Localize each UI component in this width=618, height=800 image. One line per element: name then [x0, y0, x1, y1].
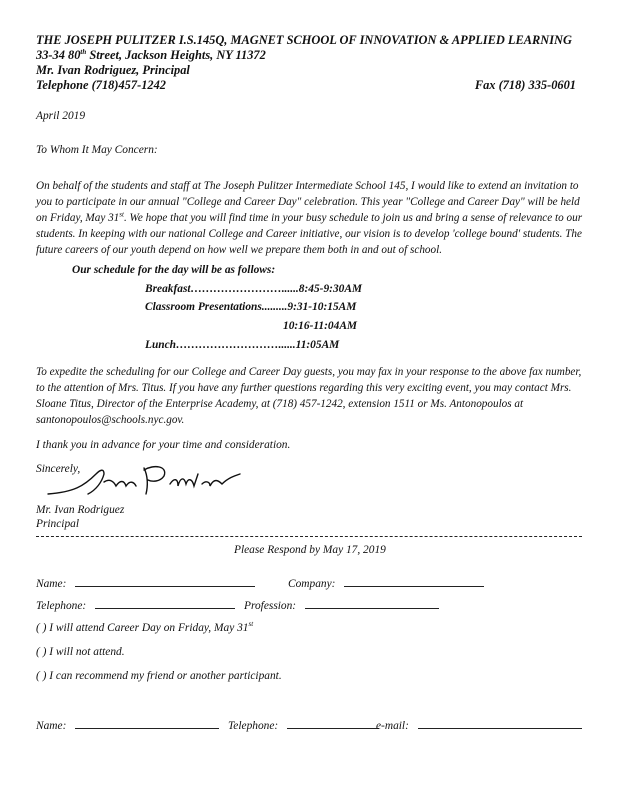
fax-line: Fax (718) 335-0601: [474, 78, 576, 92]
telephone-input-line[interactable]: [95, 597, 235, 609]
intro-paragraph: On behalf of the students and staff at The Joseph Pulitzer Intermediate School 145, I would like to extend an invitation to you to participate in our annual "College and Career Day" celebration. This year "College and Career Day" will be held on Friday, May 31st. We hope that you will find time in your busy schedule to join us and bring a sense of relevance to our students. In keeping with our national College and Career initiative, our vision is to develop 'college bound' students. The future careers of our youth depend on how well we prepare them both in and out of school.: [36, 180, 583, 256]
contact-paragraph: To expedite the scheduling for our College and Career Day guests, you may fax in your response to the above fax number, to the attention of Mrs. Titus. If you have any further questions regarding this very exciting event, you may contact Mrs. Sloane Titus, Director of the Enterprise Academy, at (718) 457-1242, extension 1511 or Ms. Antonopoulos at santonopoulos@schools.nyc.gov.: [36, 366, 582, 426]
name-field-row: [36, 575, 255, 592]
schedule-row: Lunch………………………......11:05AM: [145, 339, 340, 351]
signer-name: Mr. Ivan Rodriguez: [36, 504, 125, 516]
schedule-row: 10:16-11:04AM: [283, 320, 358, 332]
closing: Sincerely,: [36, 463, 81, 475]
email-input-line[interactable]: [418, 717, 582, 729]
telephone-line: Telephone (718)457-1242: [36, 78, 166, 92]
bottom-telephone-label: Telephone:: [228, 720, 279, 732]
school-address: 33-34 80th Street, Jackson Heights, NY 11372: [36, 47, 266, 62]
name-input-line[interactable]: [75, 575, 255, 587]
company-field-row: [288, 575, 484, 592]
respond-by: Please Respond by May 17, 2019: [234, 544, 386, 556]
thanks-line: I thank you in advance for your time and consideration.: [36, 439, 291, 451]
profession-input-line[interactable]: [305, 597, 439, 609]
signature-image: [44, 456, 254, 500]
attend-option[interactable]: ( ) I will attend Career Day on Friday, May 31st: [36, 620, 254, 634]
salutation: To Whom It May Concern:: [36, 144, 158, 156]
schedule-row: Breakfast……………………......8:45-9:30AM: [145, 283, 363, 295]
schedule-heading: Our schedule for the day will be as follows:: [72, 264, 276, 276]
principal-line: Mr. Ivan Rodriguez, Principal: [36, 63, 190, 77]
profession-label: Profession:: [244, 600, 297, 612]
schedule-row: Classroom Presentations.........9:31-10:15AM: [145, 301, 357, 313]
bottom-name-input-line[interactable]: [75, 717, 219, 729]
email-label: e-mail:: [376, 720, 409, 732]
bottom-name-label: Name:: [36, 720, 67, 732]
school-name: THE JOSEPH PULITZER I.S.145Q, MAGNET SCHOOL OF INNOVATION & APPLIED LEARNING: [36, 33, 572, 47]
bottom-telephone-input-line[interactable]: [287, 717, 379, 729]
bottom-name-row: [36, 717, 219, 734]
letter-date: April 2019: [36, 110, 86, 122]
bottom-telephone-row: [228, 717, 379, 734]
telephone-field-row: [36, 597, 235, 614]
telephone-label: Telephone:: [36, 600, 87, 612]
not-attend-option[interactable]: ( ) I will not attend.: [36, 646, 125, 658]
email-row: [376, 717, 582, 734]
signer-title: Principal: [36, 518, 80, 530]
cut-line-divider: [36, 536, 582, 537]
profession-field-row: [244, 597, 439, 614]
company-label: Company:: [288, 578, 336, 590]
recommend-option[interactable]: ( ) I can recommend my friend or another participant.: [36, 670, 282, 682]
company-input-line[interactable]: [344, 575, 484, 587]
name-label: Name:: [36, 578, 67, 590]
